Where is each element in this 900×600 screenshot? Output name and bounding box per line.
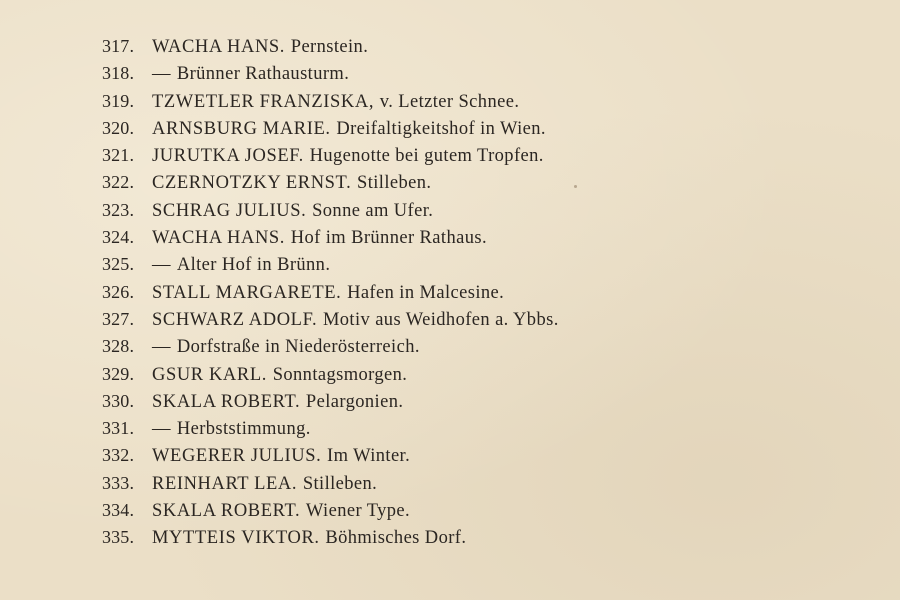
catalog-entry [102, 415, 559, 442]
entry-title: Pelargonien. [305, 391, 404, 412]
entry-title: Böhmisches Dorf. [325, 528, 467, 549]
entry-artist: REINHART LEA. [152, 473, 298, 494]
entry-number: 324. [102, 227, 135, 248]
entry-number: 323. [102, 199, 135, 220]
catalog-entry [102, 388, 559, 415]
catalog-entry [102, 115, 559, 142]
entry-artist: SKALA ROBERT. [152, 501, 301, 522]
entry-title: Hof im Brünner Rathaus. [290, 228, 487, 249]
catalog-entry [102, 224, 559, 251]
catalog-entry [102, 88, 559, 115]
entry-artist: ARNSBURG MARIE. [152, 118, 331, 139]
entry-artist: — [152, 337, 172, 358]
entry-number: 320. [102, 117, 135, 138]
entry-title: Dreifaltigkeitshof in Wien. [336, 118, 546, 139]
entry-number: 318. [102, 63, 135, 84]
entry-title: Hugenotte bei gutem Tropfen. [309, 146, 544, 167]
catalog-entry [102, 142, 559, 169]
entry-number: 334. [102, 500, 135, 521]
entry-title: Im Winter. [327, 446, 411, 467]
entry-title: Stilleben. [357, 173, 432, 194]
entry-artist: WACHA HANS. [152, 37, 286, 57]
entry-artist: JURUTKA JOSEF. [152, 146, 304, 167]
entry-title: Sonntagsmorgen. [272, 364, 408, 385]
entry-title: Dorfstraße in Niederösterreich. [176, 337, 420, 358]
entry-number: 326. [102, 281, 135, 302]
catalog-entry [102, 251, 559, 278]
entry-title: Stilleben. [302, 473, 378, 494]
entry-number: 333. [102, 472, 135, 493]
entry-title: Herbststimmung. [176, 419, 311, 440]
catalog-entry [102, 279, 559, 306]
entry-number: 322. [102, 172, 135, 193]
entry-number: 321. [102, 145, 135, 166]
entry-number: 325. [102, 254, 135, 275]
entry-title: Motiv aus Weidhofen a. Ybbs. [322, 309, 559, 330]
entry-number: 317. [102, 36, 135, 56]
entry-artist: — [152, 419, 172, 440]
entry-title: Hafen in Malcesine. [347, 282, 505, 303]
catalog-entry [102, 169, 559, 196]
catalog-entry [102, 197, 559, 224]
entry-artist: MYTTEIS VIKTOR. [152, 528, 320, 549]
entry-title: Wiener Type. [305, 501, 411, 522]
catalog-entry [102, 524, 559, 551]
entry-artist: SKALA ROBERT. [152, 391, 301, 412]
catalog-entry [102, 33, 559, 60]
catalog-entry [102, 333, 559, 360]
entry-number: 332. [102, 445, 135, 466]
paper-speck [574, 185, 577, 188]
catalog-entry [102, 442, 559, 469]
entry-number: 330. [102, 390, 135, 411]
entry-artist: SCHWARZ ADOLF. [152, 309, 318, 330]
entry-artist: — [152, 255, 172, 276]
entry-number: 319. [102, 90, 135, 111]
entry-title: Alter Hof in Brünn. [176, 255, 331, 276]
entry-number: 327. [102, 308, 135, 329]
entry-artist: STALL MARGARETE. [152, 282, 342, 303]
entry-artist: WACHA HANS. [152, 228, 286, 249]
entry-artist: GSUR KARL. [152, 364, 267, 385]
entry-artist: — [152, 64, 172, 85]
entry-artist: SCHRAG JULIUS. [152, 200, 307, 221]
entry-number: 335. [102, 527, 135, 548]
entry-title: v. Letzter Schnee. [379, 91, 520, 112]
catalog-entry [102, 361, 559, 388]
entry-artist: WEGERER JULIUS. [152, 446, 322, 467]
catalog-list [102, 33, 559, 552]
entry-title: Brünner Rathausturm. [176, 64, 350, 85]
entry-number: 329. [102, 363, 135, 384]
catalog-entry [102, 470, 559, 497]
entry-artist: TZWETLER FRANZISKA, [152, 91, 375, 112]
catalog-entry [102, 497, 559, 524]
catalog-entry [102, 60, 559, 87]
entry-artist: CZERNOTZKY ERNST. [152, 173, 352, 194]
entry-title: Sonne am Ufer. [312, 200, 434, 221]
entry-number: 331. [102, 418, 135, 439]
entry-number: 328. [102, 336, 135, 357]
catalog-entry [102, 306, 559, 333]
entry-title: Pernstein. [290, 37, 369, 57]
